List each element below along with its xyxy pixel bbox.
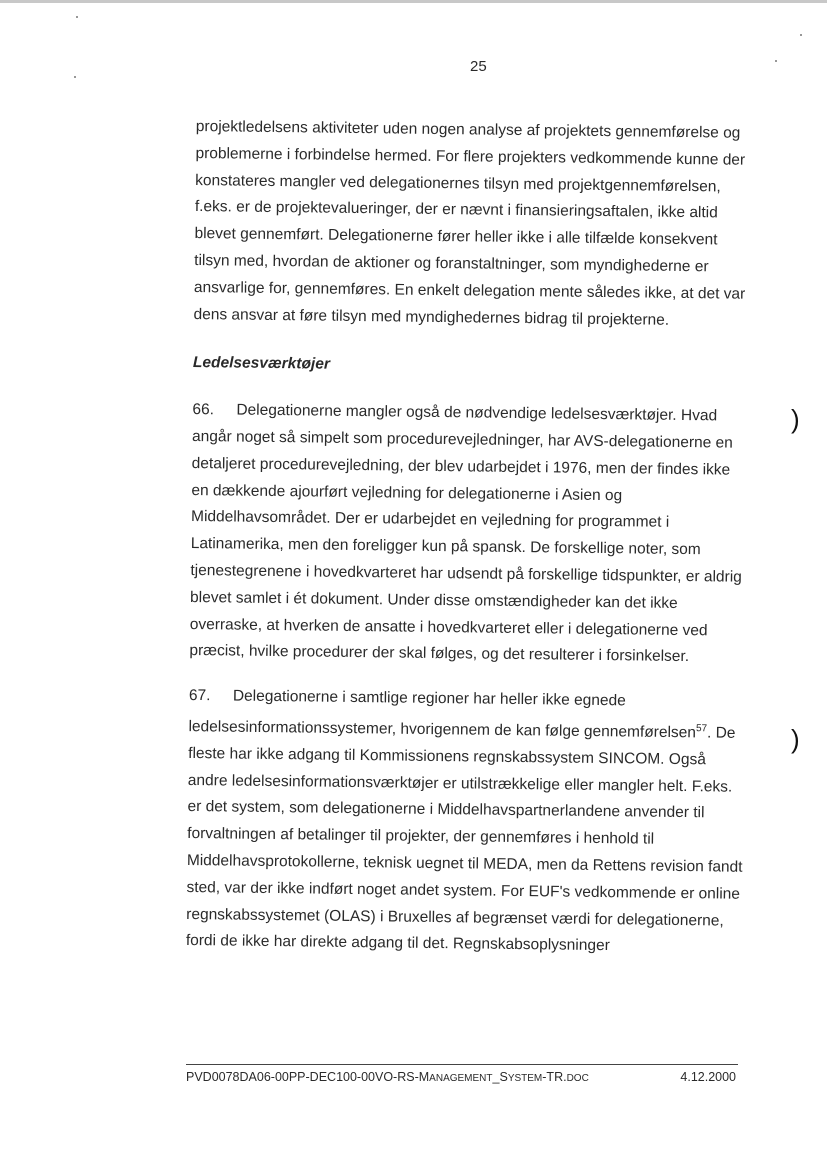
paragraph-text: Delegationerne mangler også de nødvendige ledelsesværktøjer. Hvad angår noget så simpelt som procedurevejledninger, har AVS-delegationerne en detaljeret procedurevejledning, der blev udarbejdet i 1976, men der findes ikke en dækkende ajourført vejledning for delegationerne i Asien og Middelhavsområdet. Der er udarbejdet en vejledning for programmet i Latinamerika, men den foreligger kun på spansk. De forskellige noter, som tjenestegrenene i hovedkvarteret har udsendt på forskellige tidspunkter, er aldrig blevet samlet i ét dokument. Under disse omstændigheder kan det ikke overraske, at hverken de ansatte i hovedkvarteret eller i delegationerne ved præcist, hvilke procedurer der skal følges, og det resulterer i forsinkelser. [189,401,742,666]
scan-speck [76,16,78,18]
paragraph-text: Delegationerne i samtlige regioner har heller ikke egnede ledelsesinformationssystemer, hvorigennem de kan følge gennemførelsen [188,687,697,742]
page-number: 25 [470,58,487,75]
paragraph-66 [189,397,752,672]
paragraph-text-cont: . De fleste har ikke adgang til Kommissionens regnskabssystem SINCOM. Også andre ledelsesinformationsværktøjer er utilstrækkelige eller mangler helt. F.eks. er det system, som delegationerne i Middelhavspartnerlandene anvender til forvaltningen af betalinger til projekter, der gennemføres i henhold til Middelhavsprotokollerne, teknisk uegnet til MEDA, men da Rettens revision fandt sted, var der ikke indført noget andet system. For EUF's vedkommende er online regnskabssystemet (OLAS) i Bruxelles af begrænset værdi for delegationerne, fordi de ikke har direkte adgang til det. Regnskabsoplysninger [185,724,743,955]
scan-speck [775,60,777,62]
footer-date: 4.12.2000 [680,1070,736,1084]
footer-filename: PVD0078DA06-00PP-DEC100-00VO-RS-MANAGEMENT_SYSTEM-TR.DOC [186,1070,589,1084]
scan-speck [74,76,76,78]
paragraph-number: 67. [188,687,211,705]
document-body [186,114,756,980]
scan-speck [800,34,802,36]
bracket-mark-icon: ) [791,724,800,754]
scan-top-edge [0,0,827,3]
bracket-mark-icon: ) [791,404,800,434]
footnote-ref[interactable]: 57 [695,723,708,735]
page-footer [186,1070,736,1084]
paragraph-67 [186,683,749,962]
footer-divider [186,1064,738,1065]
intro-paragraph: projektledelsens aktiviteter uden nogen analyse af projektets gennemførelse og problemerne i forbindelse hermed. For flere projekters vedkommende kunne der konstateres mangler ved delegationernes tilsyn med projektgennemførelsen, f.eks. er de projektevalueringer, der er nævnt i finansieringsaftalen, ikke altid blevet gennemført. Delegationerne fører heller ikke i alle tilfælde konsekvent tilsyn med, hvordan de aktioner og foranstaltninger, som myndighederne er ansvarlige for, gennemføres. En enkelt delegation mente således ikke, at det var dens ansvar at føre tilsyn med myndighedernes bidrag til projekterne. [193,117,746,329]
paragraph-number: 66. [192,401,215,419]
section-heading: Ledelsesværktøjer [192,354,331,374]
